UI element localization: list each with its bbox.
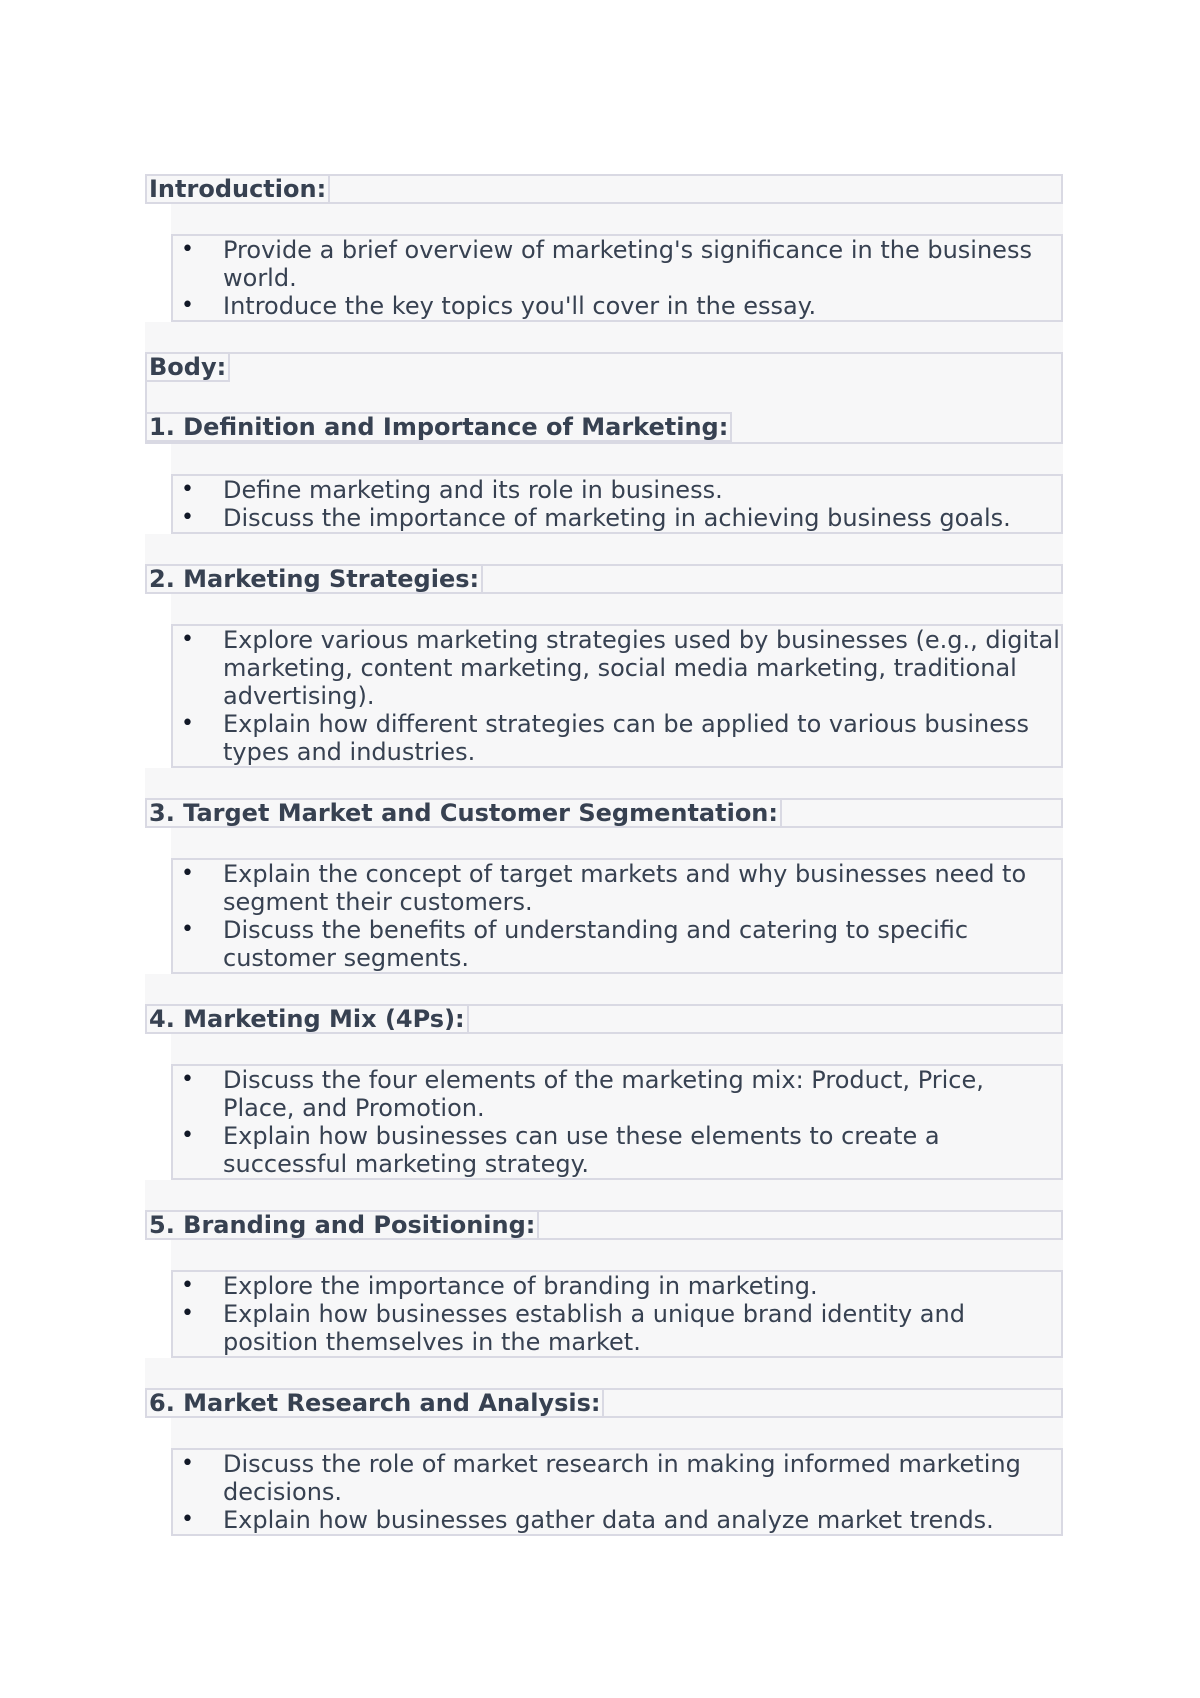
section-heading-box <box>145 1210 1063 1240</box>
list-item: • Discuss the four elements of the marketing mix: Product, Price, Place, and Promotion. <box>219 1066 1061 1122</box>
section-list <box>173 860 1061 972</box>
list-item: • Introduce the key topics you'll cover in the essay. <box>219 292 1061 320</box>
list-item: • Discuss the role of market research in making informed marketing decisions. <box>219 1450 1061 1506</box>
section-heading: 6. Market Research and Analysis: <box>145 1388 604 1418</box>
spacer <box>145 974 1063 1004</box>
intro-heading: Introduction: <box>145 174 330 204</box>
body-heading-box <box>145 352 1063 444</box>
list-item: • Define marketing and its role in business. <box>219 476 1061 504</box>
section-list-box <box>171 624 1063 768</box>
section-heading: 5. Branding and Positioning: <box>145 1210 539 1240</box>
list-item: • Discuss the importance of marketing in achieving business goals. <box>219 504 1061 532</box>
list-item: • Explore various marketing strategies used by businesses (e.g., digital marketing, content marketing, social media marketing, traditional advertising). <box>219 626 1061 710</box>
section-heading-box <box>145 798 1063 828</box>
section-list-box <box>171 1448 1063 1536</box>
section-list-box <box>171 858 1063 974</box>
list-item: • Explain how businesses can use these elements to create a successful marketing strategy. <box>219 1122 1061 1178</box>
section-heading: 1. Definition and Importance of Marketing: <box>145 412 732 442</box>
spacer <box>145 768 1063 798</box>
list-item: • Provide a brief overview of marketing's significance in the business world. <box>219 236 1061 292</box>
section-heading-box <box>145 1004 1063 1034</box>
intro-heading-box <box>145 174 1063 204</box>
section-heading: 2. Marketing Strategies: <box>145 564 483 594</box>
intro-list-box <box>171 234 1063 322</box>
spacer <box>171 444 1063 474</box>
section-list <box>173 626 1061 766</box>
section-list-box <box>171 1270 1063 1358</box>
spacer <box>145 1358 1063 1388</box>
spacer <box>145 322 1063 352</box>
spacer <box>171 204 1063 234</box>
section-heading-box <box>145 1388 1063 1418</box>
section-list <box>173 1066 1061 1178</box>
spacer <box>171 1240 1063 1270</box>
spacer <box>145 1180 1063 1210</box>
section-heading-box <box>145 564 1063 594</box>
body-heading: Body: <box>145 352 230 382</box>
section-heading: 3. Target Market and Customer Segmentation: <box>145 798 782 828</box>
list-item: • Explore the importance of branding in marketing. <box>219 1272 1061 1300</box>
section-list <box>173 1272 1061 1356</box>
section-list <box>173 476 1061 532</box>
intro-list <box>173 236 1061 320</box>
list-item: • Explain the concept of target markets and why businesses need to segment their customers. <box>219 860 1061 916</box>
section-list <box>173 1450 1061 1534</box>
spacer <box>171 1418 1063 1448</box>
list-item: • Explain how businesses establish a unique brand identity and position themselves in the market. <box>219 1300 1061 1356</box>
spacer <box>171 828 1063 858</box>
spacer <box>171 594 1063 624</box>
section-list-box <box>171 1064 1063 1180</box>
list-item: • Discuss the benefits of understanding and catering to specific customer segments. <box>219 916 1061 972</box>
spacer <box>145 534 1063 564</box>
list-item: • Explain how different strategies can be applied to various business types and industries. <box>219 710 1061 766</box>
section-list-box <box>171 474 1063 534</box>
list-item: • Explain how businesses gather data and analyze market trends. <box>219 1506 1061 1534</box>
section-heading: 4. Marketing Mix (4Ps): <box>145 1004 469 1034</box>
spacer <box>171 1034 1063 1064</box>
essay-outline <box>145 174 1063 1536</box>
